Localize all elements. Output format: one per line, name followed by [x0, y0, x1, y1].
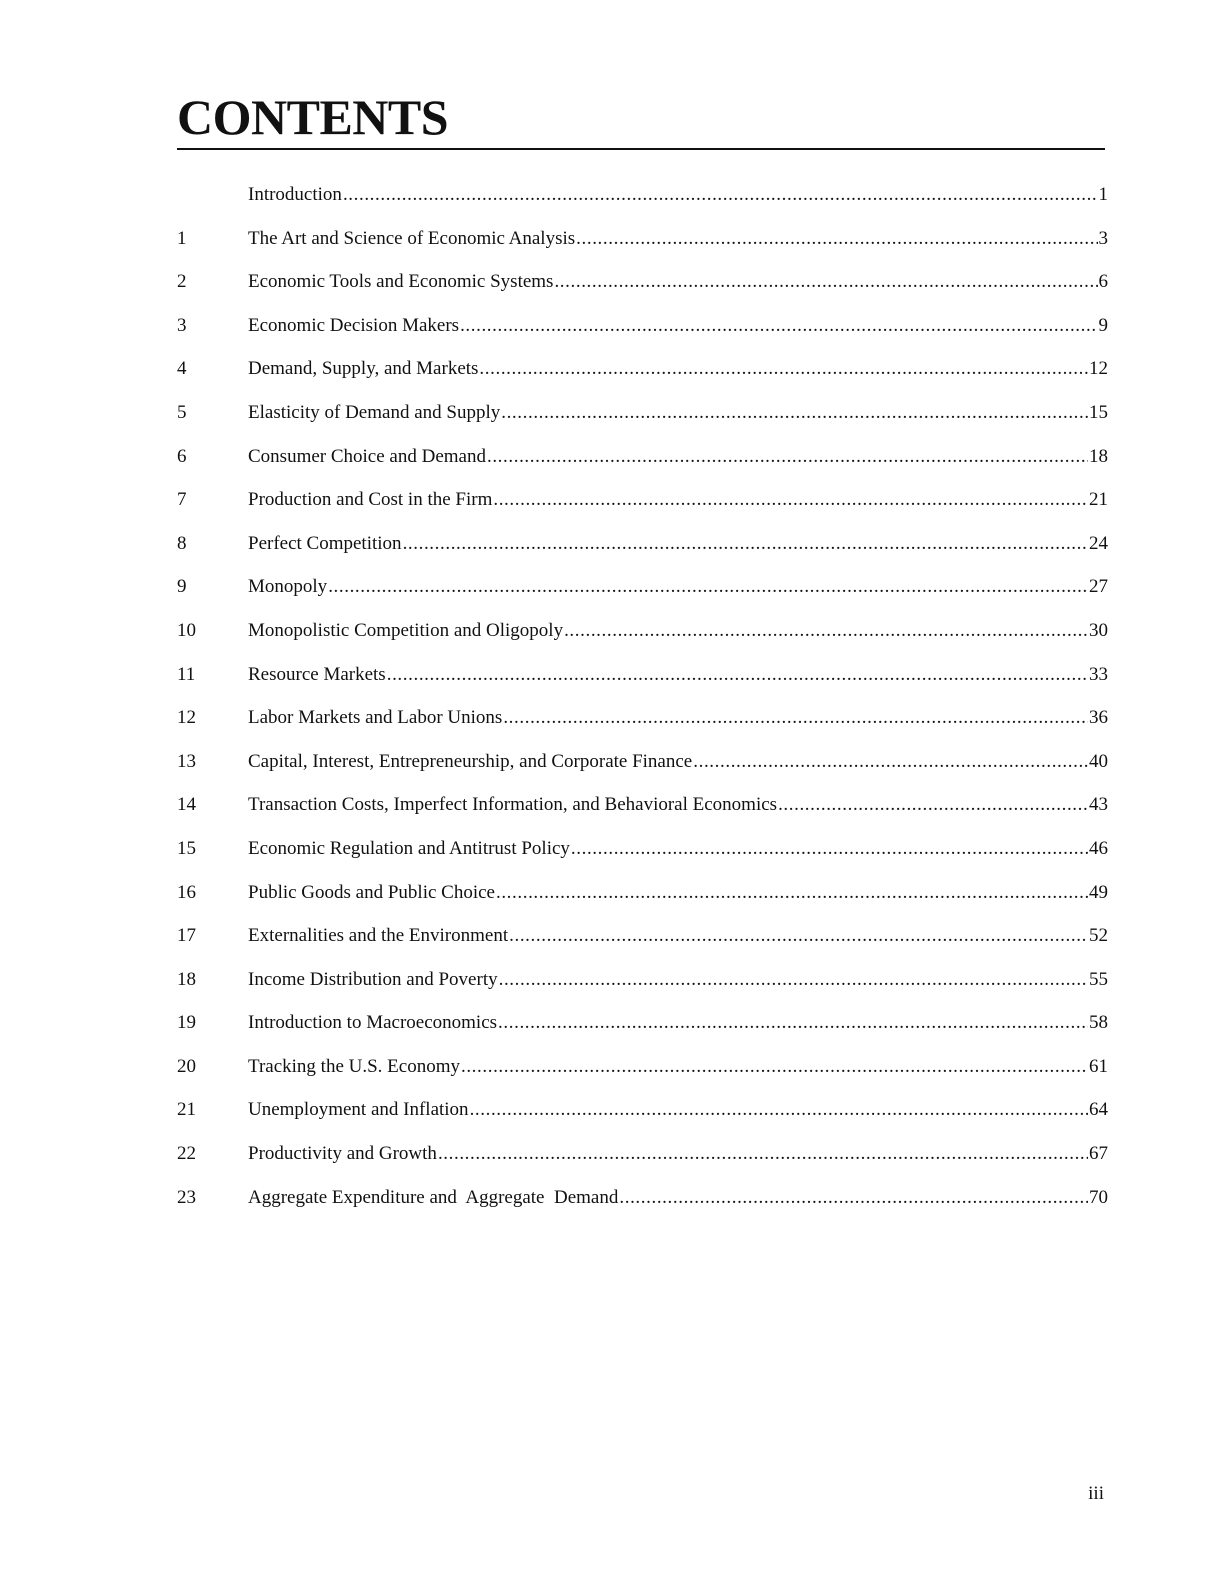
chapter-title: Labor Markets and Labor Unions: [248, 707, 503, 729]
dot-leader: [479, 352, 1088, 386]
chapter-title: Monopolistic Competition and Oligopoly: [248, 619, 564, 641]
dot-leader: [693, 745, 1088, 779]
page-number: iii: [1088, 1483, 1104, 1504]
toc-entry[interactable]: [177, 352, 1108, 396]
page-reference: 21: [1089, 489, 1108, 511]
toc-entry[interactable]: [177, 1137, 1108, 1181]
chapter-number: 20: [177, 1055, 196, 1077]
toc-entry[interactable]: [177, 1050, 1108, 1094]
chapter-number: 17: [177, 925, 196, 947]
toc-entry[interactable]: [177, 265, 1108, 309]
chapter-title: Perfect Competition: [248, 532, 402, 554]
dot-leader: [328, 570, 1088, 604]
toc-entry[interactable]: [177, 222, 1108, 266]
dot-leader: [571, 832, 1088, 866]
chapter-number: 16: [177, 881, 196, 903]
toc-entry[interactable]: [177, 919, 1108, 963]
page-reference: 40: [1089, 750, 1108, 772]
dot-leader: [487, 440, 1088, 474]
chapter-title: Introduction: [248, 184, 342, 205]
page-reference: 36: [1089, 707, 1108, 729]
chapter-title: Transaction Costs, Imperfect Information, and Behavioral Economics: [248, 794, 778, 816]
toc-entry[interactable]: [177, 309, 1108, 353]
dot-leader: [387, 658, 1088, 692]
dot-leader: [343, 178, 1098, 212]
toc-entry[interactable]: [177, 658, 1108, 702]
chapter-title: Productivity and Growth: [248, 1143, 437, 1165]
page-reference: 70: [1089, 1186, 1108, 1208]
chapter-title: Economic Regulation and Antitrust Policy: [248, 837, 570, 859]
toc-entry[interactable]: [177, 832, 1108, 876]
page-reference: 6: [1098, 271, 1108, 293]
dot-leader: [503, 701, 1088, 735]
page-reference: 43: [1089, 794, 1108, 816]
page-reference: 49: [1089, 881, 1108, 903]
toc-entry[interactable]: [177, 788, 1108, 832]
toc-entry[interactable]: [177, 570, 1108, 614]
dot-leader: [438, 1137, 1088, 1171]
toc-entry[interactable]: [177, 614, 1108, 658]
toc-entry[interactable]: [177, 1181, 1108, 1225]
chapter-number: 10: [177, 619, 196, 641]
table-of-contents: [177, 178, 1108, 1224]
chapter-title: Resource Markets: [248, 663, 386, 685]
chapter-number: 13: [177, 750, 196, 772]
page-reference: 64: [1089, 1099, 1108, 1121]
toc-entry[interactable]: [177, 527, 1108, 571]
chapter-title: Economic Decision Makers: [248, 314, 460, 336]
dot-leader: [403, 527, 1088, 561]
chapter-number: 9: [177, 576, 187, 598]
toc-entry[interactable]: [177, 440, 1108, 484]
dot-leader: [470, 1093, 1088, 1127]
toc-entry[interactable]: [177, 876, 1108, 920]
chapter-title: Introduction to Macroeconomics: [248, 1012, 498, 1034]
page-reference: 3: [1098, 227, 1108, 249]
dot-leader: [460, 309, 1097, 343]
chapter-number: 2: [177, 271, 187, 293]
chapter-number: 1: [177, 227, 187, 249]
dot-leader: [461, 1050, 1088, 1084]
chapter-number: 23: [177, 1186, 196, 1208]
toc-entry[interactable]: [177, 963, 1108, 1007]
toc-entry[interactable]: [177, 1093, 1108, 1137]
chapter-number: 6: [177, 445, 187, 467]
dot-leader: [509, 919, 1088, 953]
chapter-number: 14: [177, 794, 196, 816]
dot-leader: [498, 1006, 1088, 1040]
page-reference: 61: [1089, 1055, 1108, 1077]
dot-leader: [554, 265, 1097, 299]
toc-entry[interactable]: [177, 483, 1108, 527]
chapter-number: 7: [177, 489, 187, 511]
page-title: CONTENTS: [177, 88, 1105, 150]
chapter-number: 15: [177, 837, 196, 859]
page-reference: 24: [1089, 532, 1108, 554]
chapter-title: Capital, Interest, Entrepreneurship, and Corporate Finance: [248, 750, 693, 772]
dot-leader: [496, 876, 1088, 910]
chapter-title: Income Distribution and Poverty: [248, 968, 498, 990]
dot-leader: [501, 396, 1088, 430]
page-reference: 67: [1089, 1143, 1108, 1165]
page-reference: 58: [1089, 1012, 1108, 1034]
chapter-number: 8: [177, 532, 187, 554]
chapter-title: Consumer Choice and Demand: [248, 445, 486, 467]
page-reference: 30: [1089, 619, 1108, 641]
chapter-number: 4: [177, 358, 187, 380]
page-reference: 1: [1098, 184, 1108, 205]
chapter-title: Demand, Supply, and Markets: [248, 358, 479, 380]
page-reference: 12: [1089, 358, 1108, 380]
chapter-number: 3: [177, 314, 187, 336]
chapter-number: 12: [177, 707, 196, 729]
dot-leader: [493, 483, 1088, 517]
toc-entry[interactable]: [177, 745, 1108, 789]
page-reference: 9: [1098, 314, 1108, 336]
chapter-number: 11: [177, 663, 196, 685]
chapter-number: 19: [177, 1012, 196, 1034]
page-reference: 55: [1089, 968, 1108, 990]
page-reference: 27: [1089, 576, 1108, 598]
page-reference: 33: [1089, 663, 1108, 685]
chapter-number: 18: [177, 968, 196, 990]
dot-leader: [778, 788, 1088, 822]
chapter-title: Monopoly: [248, 576, 328, 598]
dot-leader: [564, 614, 1088, 648]
toc-entry[interactable]: [177, 701, 1108, 745]
chapter-title: Unemployment and Inflation: [248, 1099, 469, 1121]
toc-entry[interactable]: [177, 396, 1108, 440]
chapter-number: 21: [177, 1099, 196, 1121]
chapter-title: Public Goods and Public Choice: [248, 881, 495, 903]
dot-leader: [619, 1181, 1088, 1215]
page-reference: 15: [1089, 401, 1108, 423]
page-reference: 52: [1089, 925, 1108, 947]
chapter-title: Aggregate Expenditure and Aggregate Demand: [248, 1186, 619, 1208]
chapter-number: 5: [177, 401, 187, 423]
page-reference: 46: [1089, 837, 1108, 859]
chapter-number: 22: [177, 1143, 196, 1165]
chapter-title: Tracking the U.S. Economy: [248, 1055, 460, 1077]
chapter-title: Externalities and the Environment: [248, 925, 509, 947]
toc-entry[interactable]: [177, 1006, 1108, 1050]
chapter-title: Economic Tools and Economic Systems: [248, 271, 554, 293]
page-reference: 18: [1089, 445, 1108, 467]
dot-leader: [576, 222, 1097, 256]
chapter-title: Production and Cost in the Firm: [248, 489, 493, 511]
dot-leader: [499, 963, 1088, 997]
toc-entry[interactable]: [177, 178, 1108, 222]
chapter-title: The Art and Science of Economic Analysis: [248, 227, 576, 249]
chapter-title: Elasticity of Demand and Supply: [248, 401, 501, 423]
